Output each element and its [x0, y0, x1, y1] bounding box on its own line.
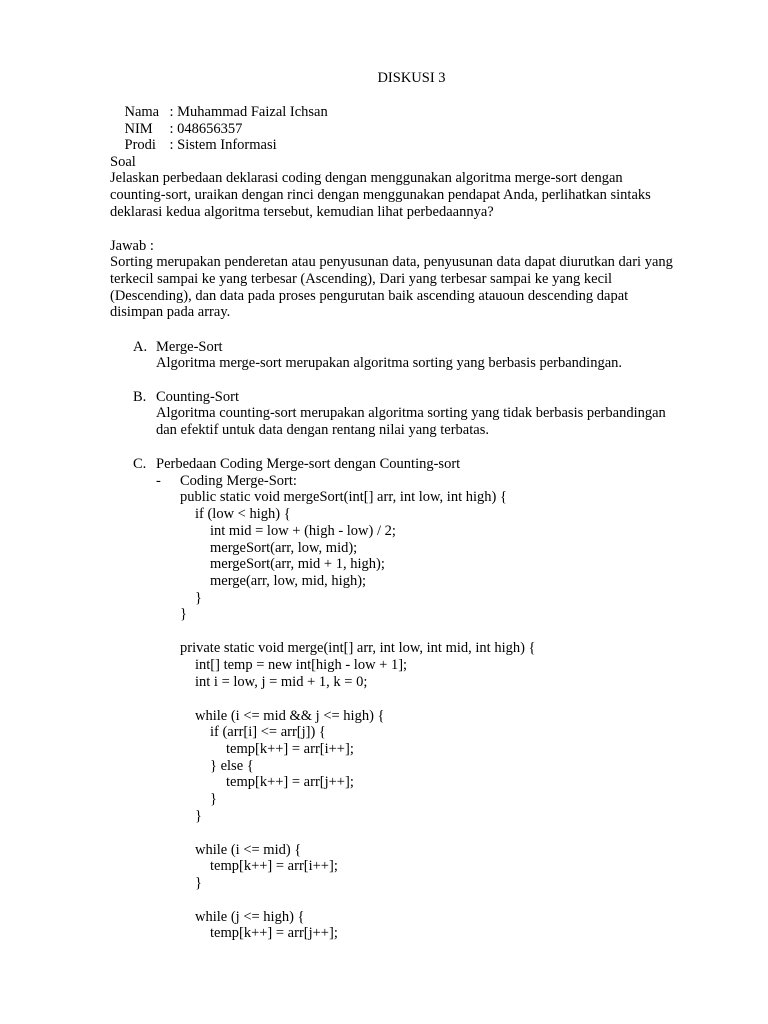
- document-title: DISKUSI 3: [377, 70, 446, 86]
- item-c-marker: C.: [133, 456, 147, 472]
- code-line: temp[k++] = arr[j++];: [210, 925, 338, 941]
- nim-label: NIM: [124, 121, 153, 137]
- code-line: while (i <= mid) {: [195, 842, 302, 858]
- item-a-line: Algoritma merge-sort merupakan algoritma sorting yang berbasis perbandingan.: [156, 355, 623, 371]
- jawab-line: terkecil sampai ke yang terbesar (Ascending), Dari yang terbesar sampai ke yang kecil: [110, 271, 613, 287]
- item-b-marker: B.: [133, 389, 147, 405]
- code-line: temp[k++] = arr[j++];: [226, 774, 354, 790]
- item-b-line: dan efektif untuk data dengan rentang nilai yang terbatas.: [156, 422, 489, 438]
- nama-value: : Muhammad Faizal Ichsan: [169, 104, 328, 120]
- code-line: }: [195, 808, 202, 824]
- code-line: merge(arr, low, mid, high);: [210, 573, 367, 589]
- code-line: int i = low, j = mid + 1, k = 0;: [195, 674, 368, 690]
- jawab-line: Sorting merupakan penderetan atau penyusunan data, penyusunan data dapat diurutkan dari yang: [110, 254, 673, 270]
- code-line: while (j <= high) {: [195, 909, 305, 925]
- code-line: temp[k++] = arr[i++];: [226, 741, 354, 757]
- code-line: temp[k++] = arr[i++];: [210, 858, 338, 874]
- soal-line: counting-sort, uraikan dengan rinci dengan menggunakan pendapat Anda, perlihatkan sintaks: [110, 187, 651, 203]
- sub-bullet-title: Coding Merge-Sort:: [180, 473, 297, 489]
- jawab-heading: Jawab :: [110, 238, 154, 254]
- soal-line: Jelaskan perbedaan deklarasi coding dengan menggunakan algoritma merge-sort dengan: [110, 170, 623, 186]
- code-line: mergeSort(arr, mid + 1, high);: [210, 556, 385, 572]
- prodi-label: Prodi: [124, 137, 156, 153]
- code-line: }: [195, 590, 202, 606]
- nim-value: : 048656357: [169, 121, 243, 137]
- code-line: if (low < high) {: [195, 506, 291, 522]
- code-line: if (arr[i] <= arr[j]) {: [210, 724, 326, 740]
- code-line: int mid = low + (high - low) / 2;: [210, 523, 396, 539]
- jawab-line: (Descending), dan data pada proses pengurutan baik ascending atauoun descending dapat: [110, 288, 629, 304]
- code-line: while (i <= mid && j <= high) {: [195, 708, 385, 724]
- jawab-line: disimpan pada array.: [110, 304, 231, 320]
- item-b-line: Algoritma counting-sort merupakan algoritma sorting yang tidak berbasis perbandingan: [156, 405, 666, 421]
- item-b-title: Counting-Sort: [156, 389, 239, 405]
- soal-line: deklarasi kedua algoritma tersebut, kemudian lihat perbedaannya?: [110, 204, 494, 220]
- code-line: }: [210, 791, 217, 807]
- item-a-title: Merge-Sort: [156, 339, 223, 355]
- code-line: private static void merge(int[] arr, int low, int mid, int high) {: [180, 640, 536, 656]
- code-line: int[] temp = new int[high - low + 1];: [195, 657, 408, 673]
- code-line: }: [195, 875, 202, 891]
- sub-bullet-marker: -: [156, 473, 161, 489]
- code-line: }: [180, 606, 187, 622]
- soal-heading: Soal: [110, 154, 136, 170]
- nama-label: Nama: [124, 104, 160, 120]
- code-line: public static void mergeSort(int[] arr, int low, int high) {: [180, 489, 507, 505]
- item-a-marker: A.: [133, 339, 148, 355]
- item-c-title: Perbedaan Coding Merge-sort dengan Counting-sort: [156, 456, 461, 472]
- code-line: mergeSort(arr, low, mid);: [210, 540, 358, 556]
- code-line: } else {: [210, 758, 254, 774]
- prodi-value: : Sistem Informasi: [169, 137, 277, 153]
